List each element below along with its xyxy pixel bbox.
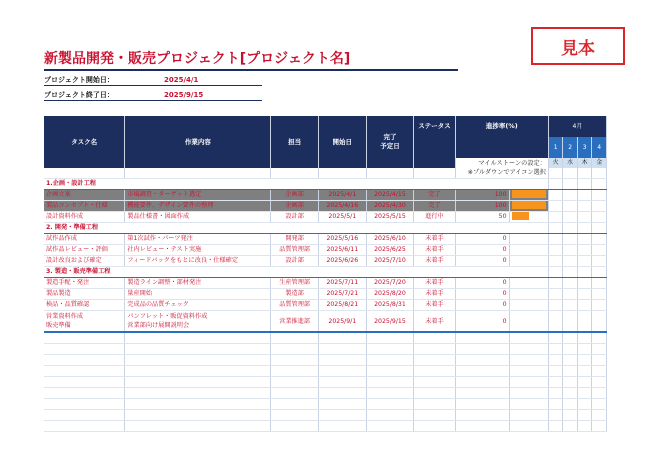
empty-cell[interactable]: [318, 377, 366, 388]
day-cell[interactable]: [548, 332, 563, 344]
day-cell[interactable]: [548, 168, 563, 179]
header-owner: 担当: [271, 116, 319, 168]
progress-bar: [509, 190, 548, 201]
day-cell[interactable]: [577, 399, 592, 410]
day-cell[interactable]: [577, 311, 592, 333]
day-cell[interactable]: [563, 190, 578, 201]
title-divider: [44, 69, 458, 71]
start-date[interactable]: 2025/7/21: [318, 289, 366, 300]
day-1: 1: [548, 137, 563, 158]
day-cell[interactable]: [577, 223, 592, 234]
day-cell[interactable]: [563, 223, 578, 234]
empty-cell[interactable]: [455, 355, 509, 366]
day-cell[interactable]: [577, 278, 592, 289]
progress-bar: [509, 212, 548, 223]
day-cell[interactable]: [577, 377, 592, 388]
empty-cell[interactable]: [125, 377, 271, 388]
task-name[interactable]: 試作品レビュー・評価: [44, 245, 125, 256]
empty-cell[interactable]: [44, 421, 125, 432]
progress-bar: [509, 201, 548, 212]
empty-cell[interactable]: [125, 421, 271, 432]
day-cell[interactable]: [563, 267, 578, 278]
work-content[interactable]: 完成品の品質チェック: [125, 300, 271, 311]
day-cell[interactable]: [563, 212, 578, 223]
weekday-1: 火: [548, 158, 563, 168]
day-cell[interactable]: [577, 212, 592, 223]
empty-cell[interactable]: [455, 388, 509, 399]
day-cell[interactable]: [592, 179, 607, 190]
day-cell[interactable]: [548, 300, 563, 311]
empty-cell[interactable]: [509, 344, 548, 355]
empty-cell[interactable]: [414, 355, 455, 366]
empty-cell[interactable]: [509, 366, 548, 377]
day-cell[interactable]: [563, 256, 578, 267]
day-cell[interactable]: [577, 300, 592, 311]
progress-bar: [509, 300, 548, 311]
empty-cell[interactable]: [44, 410, 125, 421]
task-name[interactable]: 製品製造: [44, 289, 125, 300]
progress-bar: [509, 256, 548, 267]
empty-cell[interactable]: [366, 388, 414, 399]
empty-cell[interactable]: [318, 421, 366, 432]
empty-cell[interactable]: [125, 332, 271, 344]
day-cell[interactable]: [548, 234, 563, 245]
day-cell[interactable]: [577, 355, 592, 366]
progress-value[interactable]: 100: [455, 190, 509, 201]
progress-value[interactable]: 0: [455, 289, 509, 300]
work-content[interactable]: 量産開始: [125, 289, 271, 300]
day-cell[interactable]: [548, 410, 563, 421]
progress-bar: [509, 311, 548, 333]
empty-cell[interactable]: [414, 410, 455, 421]
milestone-note: [455, 158, 548, 168]
header-progress: 進捗率(%): [455, 116, 548, 158]
progress-bar: [509, 234, 548, 245]
empty-cell[interactable]: [271, 399, 319, 410]
empty-cell[interactable]: [455, 332, 509, 344]
empty-cell[interactable]: [318, 388, 366, 399]
task-name[interactable]: 企画立案: [44, 190, 125, 201]
progress-fill: [512, 212, 529, 220]
day-cell[interactable]: [548, 311, 563, 333]
status[interactable]: 完了: [414, 201, 455, 212]
day-cell[interactable]: [592, 366, 607, 377]
status[interactable]: 未着手: [414, 311, 455, 333]
empty-cell[interactable]: [366, 410, 414, 421]
day-cell[interactable]: [548, 267, 563, 278]
day-cell[interactable]: [592, 289, 607, 300]
section-title: 2. 開発・準備工程: [44, 223, 548, 234]
day-cell[interactable]: [577, 267, 592, 278]
day-cell[interactable]: [592, 388, 607, 399]
work-content[interactable]: 製造ライン調整・部材発注: [125, 278, 271, 289]
owner[interactable]: 品質管理部: [271, 245, 319, 256]
empty-cell[interactable]: [318, 410, 366, 421]
day-cell[interactable]: [563, 344, 578, 355]
day-cell[interactable]: [548, 377, 563, 388]
empty-cell[interactable]: [455, 377, 509, 388]
empty-cell[interactable]: [414, 399, 455, 410]
day-cell[interactable]: [577, 245, 592, 256]
empty-cell[interactable]: [509, 410, 548, 421]
status[interactable]: 完了: [414, 190, 455, 201]
empty-cell[interactable]: [414, 388, 455, 399]
day-4: 4: [592, 137, 607, 158]
day-cell[interactable]: [563, 278, 578, 289]
owner[interactable]: 開発部: [271, 234, 319, 245]
day-cell[interactable]: [577, 421, 592, 432]
end-date[interactable]: 2025/8/31: [366, 300, 414, 311]
empty-cell[interactable]: [125, 388, 271, 399]
day-cell[interactable]: [592, 223, 607, 234]
end-date[interactable]: 2025/7/20: [366, 278, 414, 289]
owner[interactable]: 設計部: [271, 212, 319, 223]
start-date[interactable]: 2025/7/11: [318, 278, 366, 289]
progress-bar: [509, 245, 548, 256]
empty-cell[interactable]: [44, 332, 125, 344]
progress-value[interactable]: 0: [455, 278, 509, 289]
day-cell[interactable]: [548, 245, 563, 256]
day-cell[interactable]: [577, 388, 592, 399]
start-date[interactable]: 2025/9/1: [318, 311, 366, 333]
day-cell[interactable]: [548, 179, 563, 190]
sample-stamp: 見本: [531, 27, 625, 65]
day-cell[interactable]: [548, 223, 563, 234]
empty-cell[interactable]: [509, 377, 548, 388]
day-cell[interactable]: [563, 201, 578, 212]
start-date[interactable]: 2025/6/26: [318, 256, 366, 267]
day-cell[interactable]: [592, 190, 607, 201]
progress-value[interactable]: 0: [455, 300, 509, 311]
project-start-label: プロジェクト開始日：: [44, 76, 114, 84]
empty-cell[interactable]: [414, 332, 455, 344]
work-content[interactable]: 機能要件、デザイン要件の整理: [125, 201, 271, 212]
empty-cell[interactable]: [366, 366, 414, 377]
day-cell[interactable]: [548, 366, 563, 377]
day-cell[interactable]: [563, 245, 578, 256]
empty-cell[interactable]: [271, 332, 319, 344]
empty-cell[interactable]: [44, 344, 125, 355]
project-start-row: [44, 75, 198, 85]
day-cell[interactable]: [563, 179, 578, 190]
empty-cell[interactable]: [366, 421, 414, 432]
day-cell[interactable]: [577, 234, 592, 245]
progress-bar: [509, 278, 548, 289]
status[interactable]: 未着手: [414, 289, 455, 300]
start-date[interactable]: 2025/5/1: [318, 212, 366, 223]
day-3: 3: [577, 137, 592, 158]
day-cell[interactable]: [548, 201, 563, 212]
end-date[interactable]: 2025/9/15: [366, 311, 414, 333]
empty-cell[interactable]: [271, 377, 319, 388]
page-title: 新製品開発・販売プロジェクト[プロジェクト名]: [44, 51, 351, 67]
day-2: 2: [563, 137, 578, 158]
schedule-table: [44, 116, 607, 432]
empty-cell[interactable]: [271, 410, 319, 421]
day-cell[interactable]: [577, 190, 592, 201]
day-cell[interactable]: [563, 377, 578, 388]
work-content[interactable]: 社内レビュー・テスト実施: [125, 245, 271, 256]
day-cell[interactable]: [577, 332, 592, 344]
empty-cell[interactable]: [366, 332, 414, 344]
header-status: ステータス: [414, 116, 455, 168]
project-start-value[interactable]: 2025/4/1: [164, 76, 199, 84]
task-name[interactable]: 製造手配・発注: [44, 278, 125, 289]
day-cell[interactable]: [592, 355, 607, 366]
end-date[interactable]: 2025/4/30: [366, 201, 414, 212]
day-cell[interactable]: [592, 234, 607, 245]
day-cell[interactable]: [548, 212, 563, 223]
empty-cell[interactable]: [366, 377, 414, 388]
empty-cell[interactable]: [414, 421, 455, 432]
day-cell[interactable]: [592, 212, 607, 223]
end-date[interactable]: 2025/6/10: [366, 234, 414, 245]
empty-cell[interactable]: [125, 355, 271, 366]
day-cell[interactable]: [563, 355, 578, 366]
empty-cell[interactable]: [44, 399, 125, 410]
day-cell[interactable]: [563, 399, 578, 410]
work-content[interactable]: フィードバックをもとに改良・仕様確定: [125, 256, 271, 267]
status[interactable]: 未着手: [414, 234, 455, 245]
start-date[interactable]: 2025/6/11: [318, 245, 366, 256]
empty-cell[interactable]: [414, 344, 455, 355]
progress-fill: [512, 201, 546, 209]
day-cell[interactable]: [592, 256, 607, 267]
day-cell[interactable]: [563, 421, 578, 432]
day-cell[interactable]: [592, 300, 607, 311]
empty-cell[interactable]: [455, 421, 509, 432]
empty-cell[interactable]: [509, 388, 548, 399]
work-content[interactable]: 第1次試作・パーツ発注: [125, 234, 271, 245]
start-date[interactable]: 2025/8/21: [318, 300, 366, 311]
empty-cell[interactable]: [44, 377, 125, 388]
owner[interactable]: 品質管理部: [271, 300, 319, 311]
month-label: 4月: [548, 116, 606, 137]
empty-cell[interactable]: [271, 421, 319, 432]
day-cell[interactable]: [592, 278, 607, 289]
day-cell[interactable]: [592, 201, 607, 212]
project-end-label: プロジェクト終了日：: [44, 91, 114, 99]
day-cell[interactable]: [577, 179, 592, 190]
day-cell[interactable]: [563, 410, 578, 421]
weekday-3: 木: [577, 158, 592, 168]
day-cell[interactable]: [563, 289, 578, 300]
task-name[interactable]: 試作品作成: [44, 234, 125, 245]
spacer-cell: [414, 168, 455, 179]
empty-cell[interactable]: [455, 399, 509, 410]
empty-cell[interactable]: [366, 399, 414, 410]
empty-cell[interactable]: [44, 388, 125, 399]
header-work: 作業内容: [125, 116, 271, 168]
day-cell[interactable]: [592, 377, 607, 388]
task-name[interactable]: 設計改良および確定: [44, 256, 125, 267]
empty-cell[interactable]: [271, 366, 319, 377]
owner[interactable]: 企画部: [271, 201, 319, 212]
empty-cell[interactable]: [509, 421, 548, 432]
status[interactable]: 未着手: [414, 300, 455, 311]
owner[interactable]: 設計部: [271, 256, 319, 267]
empty-cell[interactable]: [44, 366, 125, 377]
section-title: 1.企画・設計工程: [44, 179, 548, 190]
day-cell[interactable]: [548, 278, 563, 289]
day-cell[interactable]: [592, 421, 607, 432]
empty-cell[interactable]: [318, 399, 366, 410]
empty-cell[interactable]: [125, 366, 271, 377]
meta-divider: [44, 85, 262, 86]
day-cell[interactable]: [548, 355, 563, 366]
day-cell[interactable]: [548, 256, 563, 267]
end-date[interactable]: 2025/7/10: [366, 256, 414, 267]
day-cell[interactable]: [592, 399, 607, 410]
empty-cell[interactable]: [366, 344, 414, 355]
weekday-2: 水: [563, 158, 578, 168]
empty-cell[interactable]: [271, 344, 319, 355]
empty-cell[interactable]: [318, 344, 366, 355]
day-cell[interactable]: [563, 168, 578, 179]
project-end-value[interactable]: 2025/9/15: [164, 91, 204, 99]
day-cell[interactable]: [548, 344, 563, 355]
progress-value[interactable]: 50: [455, 212, 509, 223]
day-cell[interactable]: [577, 344, 592, 355]
milestone-label: マイルストーンの設定：: [478, 159, 546, 167]
end-date[interactable]: 2025/4/15: [366, 190, 414, 201]
day-cell[interactable]: [577, 201, 592, 212]
section-title: 3. 製造・販売準備工程: [44, 267, 548, 278]
day-cell[interactable]: [548, 388, 563, 399]
day-cell[interactable]: [563, 300, 578, 311]
work-content[interactable]: 製品仕様書・図面作成: [125, 212, 271, 223]
day-cell[interactable]: [592, 245, 607, 256]
weekday-4: 金: [592, 158, 607, 168]
progress-value[interactable]: 0: [455, 311, 509, 333]
day-cell[interactable]: [548, 190, 563, 201]
owner[interactable]: 製造部: [271, 289, 319, 300]
header-start: 開始日: [318, 116, 366, 168]
end-date[interactable]: 2025/5/15: [366, 212, 414, 223]
empty-cell[interactable]: [366, 355, 414, 366]
spacer-cell: [318, 168, 366, 179]
day-cell[interactable]: [577, 168, 592, 179]
status[interactable]: 未着手: [414, 278, 455, 289]
empty-cell[interactable]: [318, 366, 366, 377]
empty-cell[interactable]: [271, 355, 319, 366]
day-cell[interactable]: [592, 168, 607, 179]
work-content[interactable]: 市場調査・ターゲット選定: [125, 190, 271, 201]
empty-cell[interactable]: [44, 355, 125, 366]
end-date[interactable]: 2025/6/25: [366, 245, 414, 256]
day-cell[interactable]: [563, 332, 578, 344]
day-cell[interactable]: [577, 289, 592, 300]
status[interactable]: 未着手: [414, 245, 455, 256]
spacer-cell: [366, 168, 414, 179]
empty-cell[interactable]: [414, 366, 455, 377]
owner[interactable]: 企画部: [271, 190, 319, 201]
end-date[interactable]: 2025/8/20: [366, 289, 414, 300]
empty-cell[interactable]: [125, 344, 271, 355]
start-date[interactable]: 2025/4/1: [318, 190, 366, 201]
day-cell[interactable]: [577, 410, 592, 421]
day-cell[interactable]: [548, 289, 563, 300]
day-cell[interactable]: [592, 267, 607, 278]
meta-divider: [44, 100, 262, 101]
task-name[interactable]: 製品コンセプト・仕様: [44, 201, 125, 212]
progress-fill: [512, 190, 546, 198]
day-cell[interactable]: [548, 421, 563, 432]
day-cell[interactable]: [592, 332, 607, 344]
work-content[interactable]: パンフレット・販促資料作成 営業部向け展開説明会: [125, 311, 271, 333]
milestone-hint: ※プルダウンでアイコン選択: [455, 168, 548, 179]
progress-value[interactable]: 0: [455, 245, 509, 256]
empty-cell[interactable]: [455, 410, 509, 421]
status[interactable]: 進行中: [414, 212, 455, 223]
day-cell[interactable]: [563, 311, 578, 333]
status[interactable]: 未着手: [414, 256, 455, 267]
progress-value[interactable]: 100: [455, 201, 509, 212]
day-cell[interactable]: [592, 311, 607, 333]
spacer-cell: [271, 168, 319, 179]
owner[interactable]: 生産管理部: [271, 278, 319, 289]
start-date[interactable]: 2025/4/16: [318, 201, 366, 212]
day-cell[interactable]: [592, 410, 607, 421]
project-end-row: [44, 90, 203, 100]
empty-cell[interactable]: [271, 388, 319, 399]
start-date[interactable]: 2025/5/16: [318, 234, 366, 245]
task-name[interactable]: 検品・品質確認: [44, 300, 125, 311]
empty-cell[interactable]: [455, 344, 509, 355]
day-cell[interactable]: [592, 344, 607, 355]
empty-cell[interactable]: [125, 399, 271, 410]
task-name[interactable]: 営業資料作成 販売準備: [44, 311, 125, 333]
empty-cell[interactable]: [509, 355, 548, 366]
day-cell[interactable]: [548, 399, 563, 410]
spacer-cell: [125, 168, 271, 179]
empty-cell[interactable]: [414, 377, 455, 388]
empty-cell[interactable]: [318, 355, 366, 366]
day-cell[interactable]: [563, 366, 578, 377]
empty-cell[interactable]: [125, 410, 271, 421]
spacer-cell: [44, 168, 125, 179]
empty-cell[interactable]: [509, 399, 548, 410]
empty-cell[interactable]: [318, 332, 366, 344]
task-name[interactable]: 設計資料作成: [44, 212, 125, 223]
day-cell[interactable]: [577, 256, 592, 267]
header-task: タスク名: [44, 116, 125, 168]
day-cell[interactable]: [577, 366, 592, 377]
empty-cell[interactable]: [455, 366, 509, 377]
owner[interactable]: 営業推進部: [271, 311, 319, 333]
progress-value[interactable]: 0: [455, 234, 509, 245]
day-cell[interactable]: [563, 234, 578, 245]
day-cell[interactable]: [563, 388, 578, 399]
progress-bar: [509, 289, 548, 300]
progress-value[interactable]: 0: [455, 256, 509, 267]
header-end: 完了 予定日: [366, 116, 414, 168]
empty-cell[interactable]: [509, 332, 548, 344]
